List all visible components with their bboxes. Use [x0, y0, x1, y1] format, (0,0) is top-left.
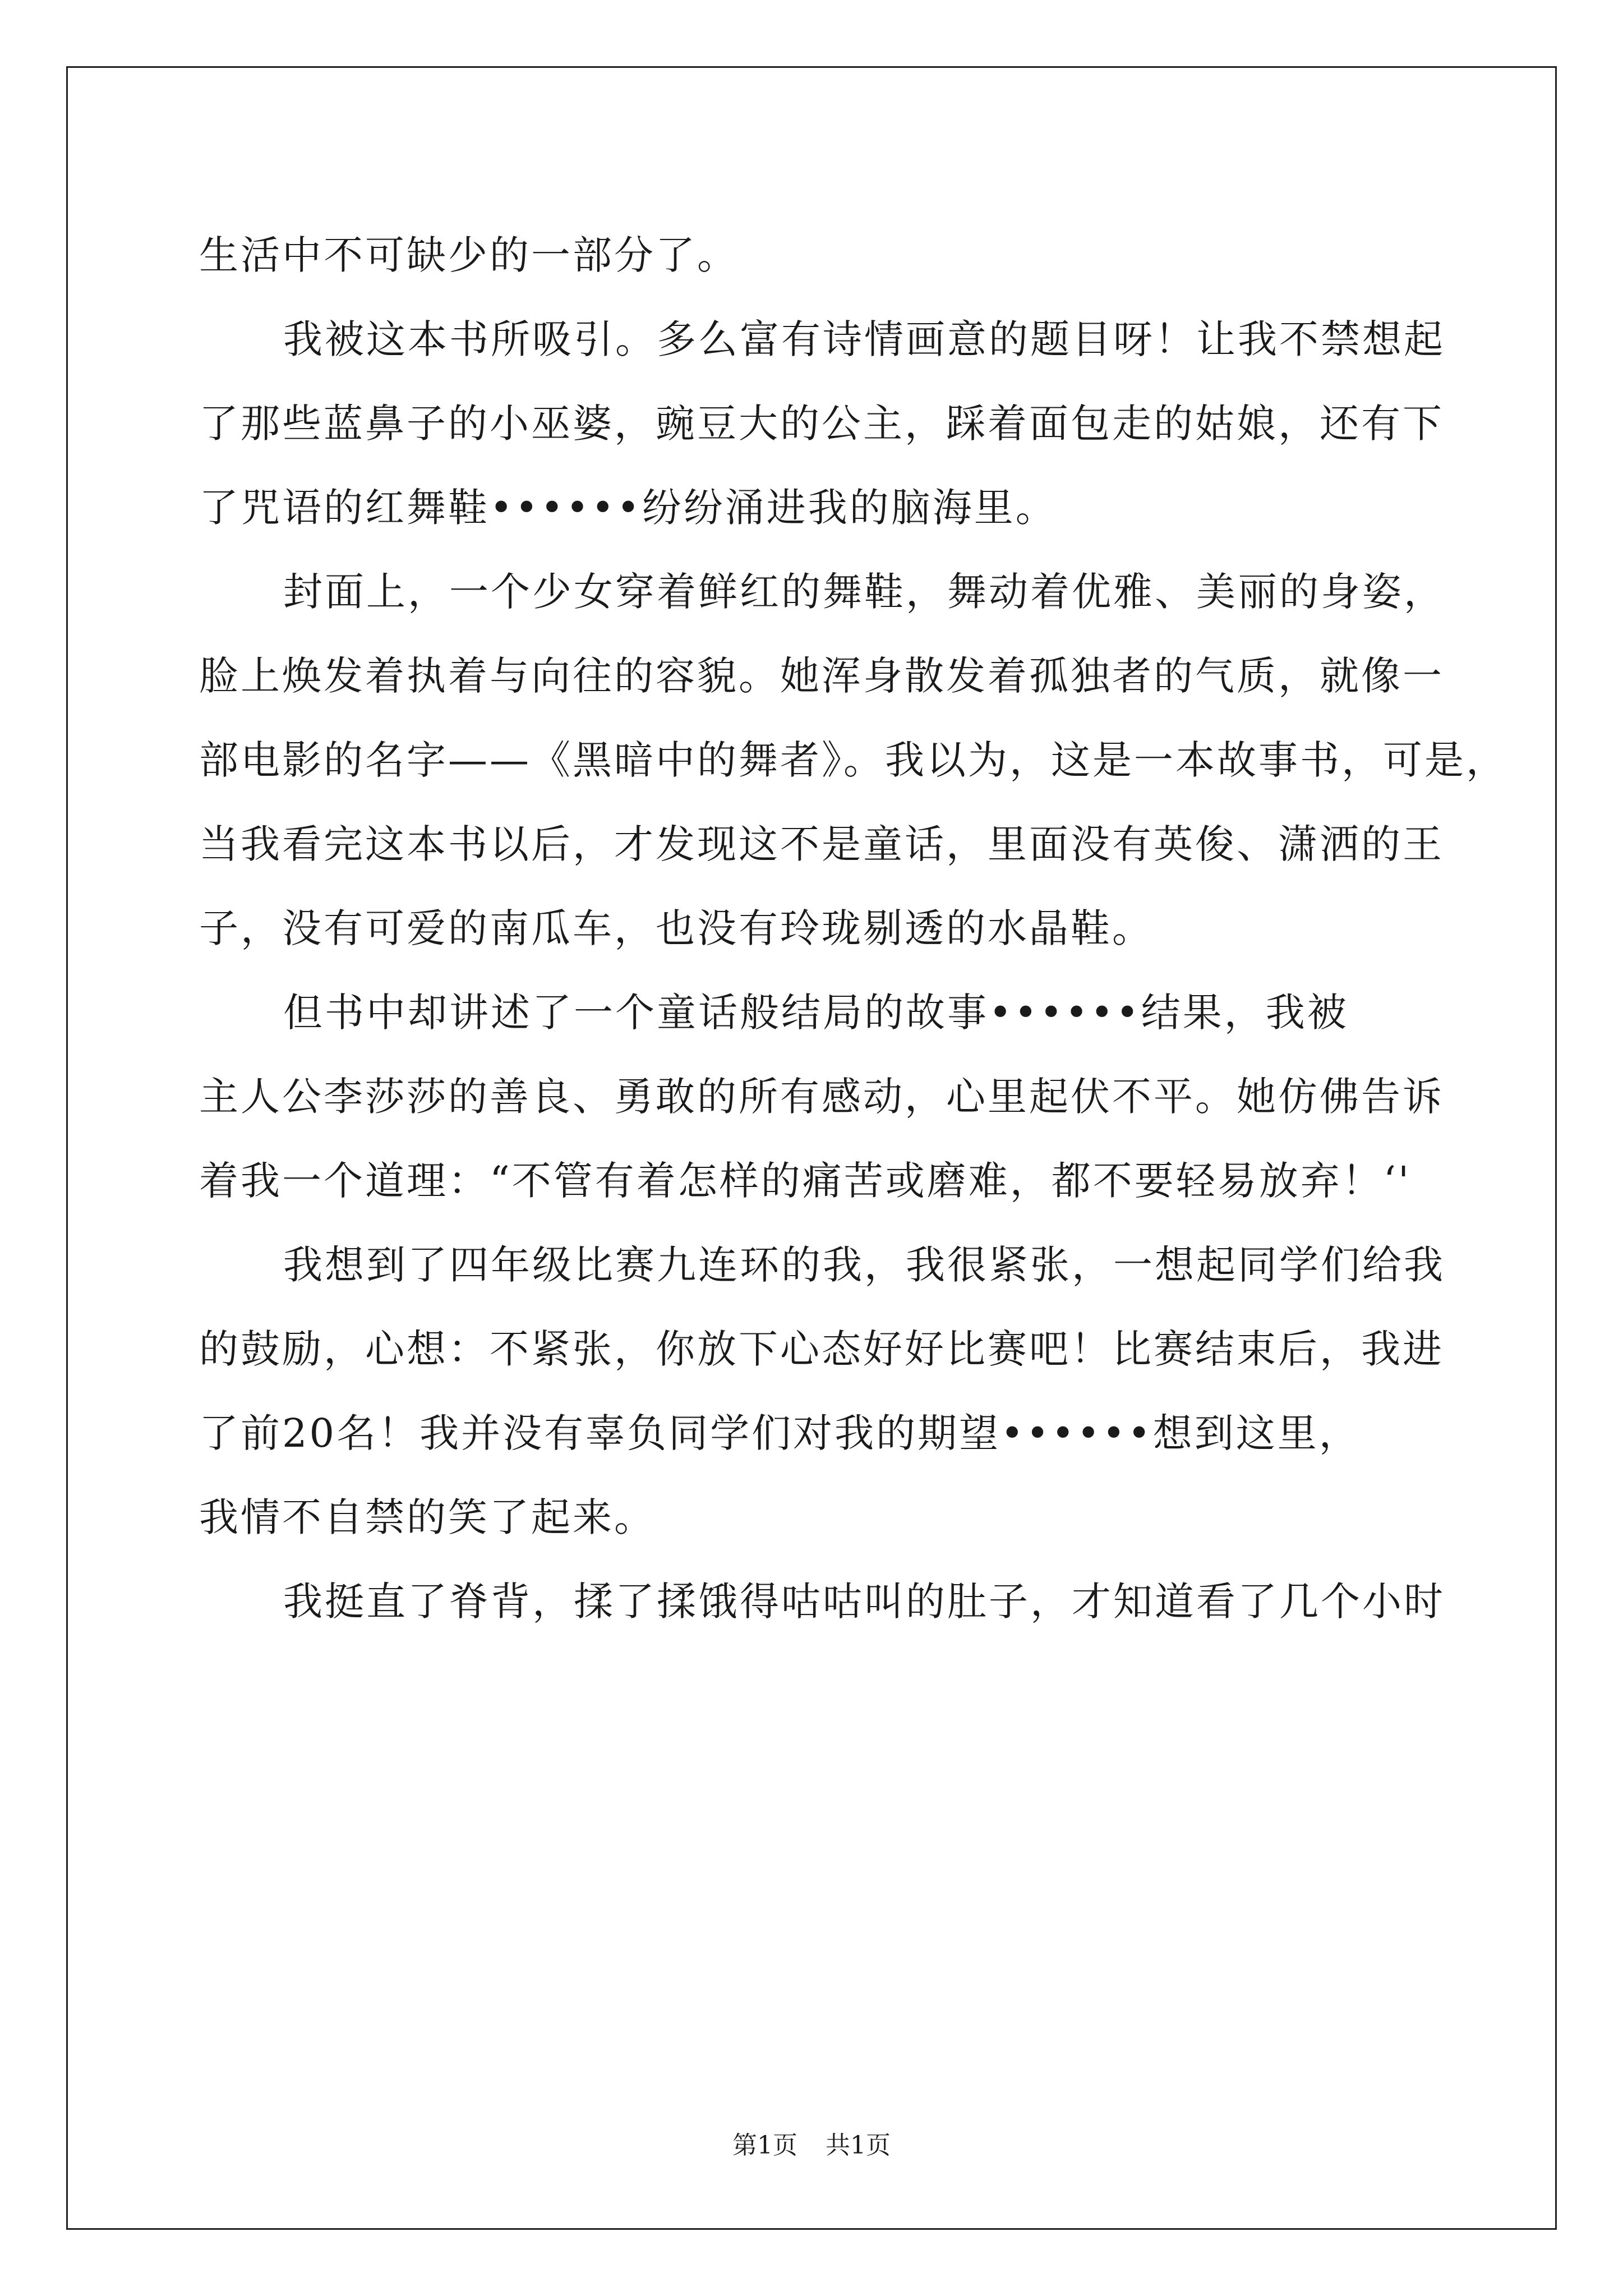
text-line: 封面上，一个少女穿着鲜红的舞鞋，舞动着优雅、美丽的身姿， — [283, 569, 1445, 615]
text-line: 我情不自禁的笑了起来。 — [199, 1494, 656, 1540]
page-number-current: 第1页 — [732, 2131, 797, 2160]
text-line: 了那些蓝鼻子的小巫婆，豌豆大的公主，踩着面包走的姑娘，还有下 — [199, 401, 1444, 447]
text-line: 我被这本书所吸引。多么富有诗情画意的题目呀！让我不禁想起 — [283, 316, 1445, 362]
text-line: 了咒语的红舞鞋••••••纷纷涌进我的脑海里。 — [199, 485, 1057, 531]
text-line: 脸上焕发着执着与向往的容貌。她浑身散发着孤独者的气质，就像一 — [199, 653, 1444, 699]
text-line: 子，没有可爱的南瓜车，也没有玲珑剔透的水晶鞋。 — [199, 905, 1154, 951]
text-line: 着我一个道理：“不管有着怎样的痛苦或磨难，都不要轻易放弃！‘' — [199, 1158, 1412, 1204]
text-line: 部电影的名字——《黑暗中的舞者》。我以为，这是一本故事书，可是， — [199, 737, 1507, 783]
text-line: 了前20名！我并没有辜负同学们对我的期望••••••想到这里， — [199, 1410, 1361, 1456]
text-line: 我想到了四年级比赛九连环的我，我很紧张，一想起同学们给我 — [283, 1242, 1445, 1288]
text-line: 主人公李莎莎的善良、勇敢的所有感动，心里起伏不平。她仿佛告诉 — [199, 1074, 1444, 1120]
text-line: 生活中不可缺少的一部分了。 — [199, 232, 739, 278]
page-footer — [0, 2129, 1623, 2162]
text-line: 我挺直了脊背，揉了揉饿得咕咕叫的肚子，才知道看了几个小时 — [283, 1579, 1445, 1625]
page-number-total: 共1页 — [826, 2131, 891, 2160]
text-line: 但书中却讲述了一个童话般结局的故事••••••结果，我被 — [283, 990, 1349, 1036]
text-line: 的鼓励，心想：不紧张，你放下心态好好比赛吧！比赛结束后，我进 — [199, 1326, 1444, 1372]
text-line: 当我看完这本书以后，才发现这不是童话，里面没有英俊、潇洒的王 — [199, 821, 1444, 867]
